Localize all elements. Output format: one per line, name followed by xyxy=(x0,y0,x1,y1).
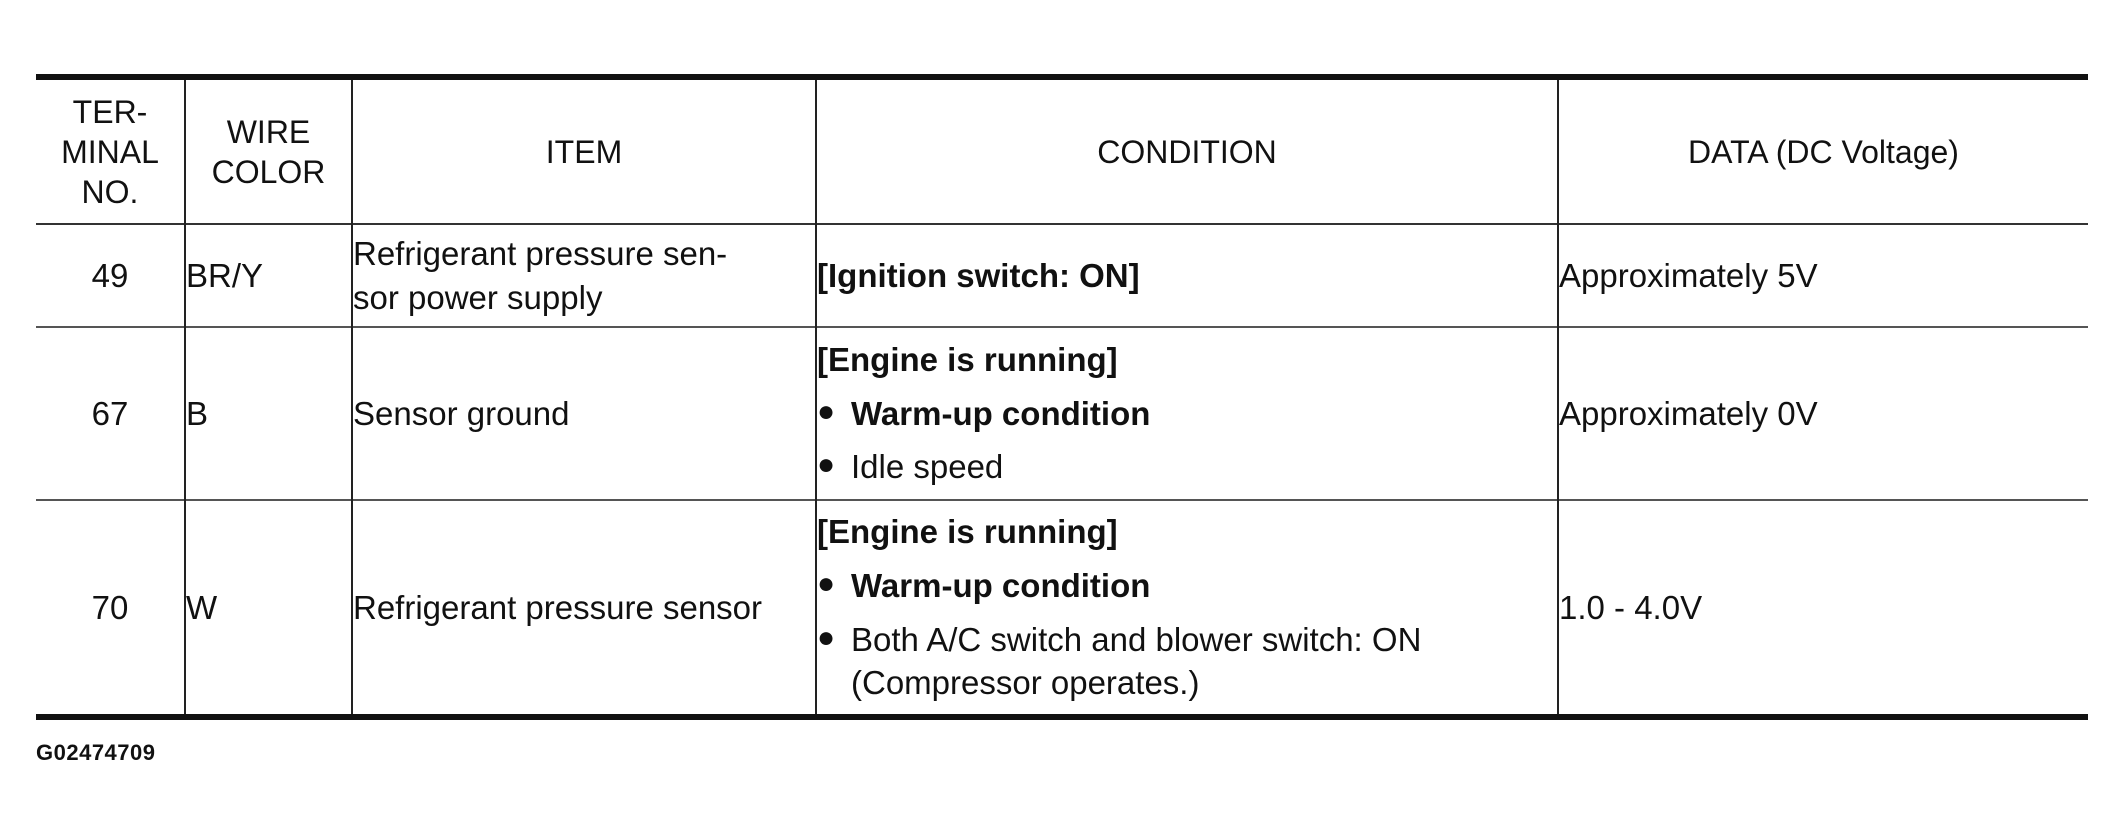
condition-bullet: ● Warm-up condition xyxy=(817,392,1557,436)
header-wire-color: WIRE COLOR xyxy=(185,77,352,224)
condition-heading: [Engine is running] xyxy=(817,513,1118,551)
item-line: Refrigerant pressure sen- xyxy=(353,234,728,272)
bullet-icon: ● xyxy=(817,620,836,654)
table-header-row xyxy=(36,77,2088,224)
wire-color-cell: B xyxy=(185,327,352,500)
terminal-cell: 70 xyxy=(36,500,185,717)
data-cell: Approximately 0V xyxy=(1558,327,2088,500)
wire-color-cell: BR/Y xyxy=(185,224,352,327)
header-terminal-no: TER- MINAL NO. xyxy=(36,77,185,224)
data-cell: Approximately 5V xyxy=(1558,224,2088,327)
condition-cell xyxy=(816,327,1558,500)
wire-color-cell: W xyxy=(185,500,352,717)
terminal-cell: 67 xyxy=(36,327,185,500)
condition-bullet: ● Idle speed xyxy=(817,445,1557,489)
table-row xyxy=(36,500,2088,717)
bullet-icon: ● xyxy=(817,448,836,482)
header-condition: CONDITION xyxy=(816,77,1558,224)
condition-bullet: ● Both A/C switch and blower switch: ON (Compressor operates.) xyxy=(817,618,1557,705)
condition-bullet: ● Warm-up condition xyxy=(817,564,1557,608)
item-cell xyxy=(352,224,816,327)
condition-cell xyxy=(816,224,1558,327)
bullet-icon: ● xyxy=(817,566,836,600)
condition-cell xyxy=(816,500,1558,717)
header-data: DATA (DC Voltage) xyxy=(1558,77,2088,224)
condition-heading: [Ignition switch: ON] xyxy=(817,256,1140,294)
header-item: ITEM xyxy=(352,77,816,224)
bullet-icon: ● xyxy=(817,394,836,428)
item-line: sor power supply xyxy=(353,278,603,316)
terminal-cell: 49 xyxy=(36,224,185,327)
table-row xyxy=(36,224,2088,327)
condition-heading: [Engine is running] xyxy=(817,341,1118,379)
table-row xyxy=(36,327,2088,500)
item-cell: Sensor ground xyxy=(352,327,816,500)
item-cell: Refrigerant pressure sensor xyxy=(352,500,816,717)
figure-id: G02474709 xyxy=(36,740,156,765)
data-cell: 1.0 - 4.0V xyxy=(1558,500,2088,717)
terminal-spec-table xyxy=(36,74,2088,720)
